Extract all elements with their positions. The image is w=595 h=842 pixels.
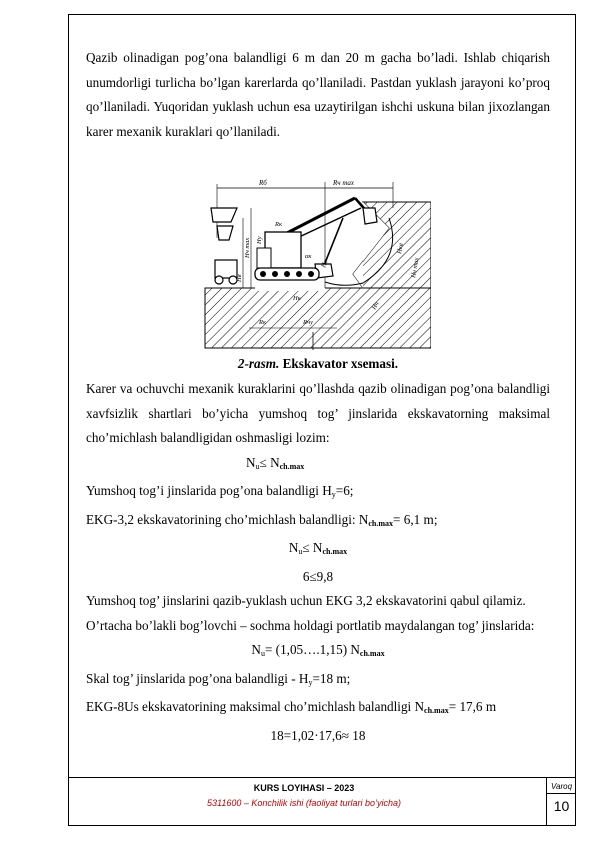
paragraph-2: Karer va ochuvchi mexanik kuraklarini qo’llashda qazib olinadigan pog’ona balandligi xavfsizlik shartlari bo’yicha yumshoq tog’ jinslarida ekskavatorning maksimal cho’michlash balandligidan oshmasligi lozim: bbox=[86, 381, 550, 445]
paragraph-4: O’rtacha bo’lakli bog’lovchi – sochma holdagi portlatib maydalangan tog’ jinslarida: bbox=[86, 617, 535, 633]
document-body bbox=[86, 46, 550, 144]
caption-title: Ekskavator xsemasi. bbox=[279, 356, 399, 371]
footer-subtitle: 5311600 – Konchilik ishi (faoliyat turlari bo’yicha) bbox=[207, 798, 401, 808]
label-h-ch-max: Hч max bbox=[244, 237, 251, 258]
label-a-k: αк bbox=[305, 253, 312, 260]
label-r-b: Rб bbox=[259, 179, 267, 187]
line-ekg-3-2: EKG-3,2 ekskavatorining cho’michlash balandligi: $N_{ch.max}= 6,1$ m; bbox=[86, 511, 438, 528]
label-h-k: Hк bbox=[293, 295, 301, 302]
figure-caption bbox=[86, 356, 550, 372]
line-hard-rock: Skal tog’ jinslarida pog’ona balandligi - $H_y=18$ m; bbox=[86, 670, 351, 687]
page-number-cell bbox=[546, 778, 576, 826]
label-r-k-top: Rк bbox=[275, 221, 283, 228]
page-label: Varoq bbox=[547, 781, 576, 794]
paragraph-3: Yumshoq tog’ jinslarini qazib-yuklash uchun EKG 3,2 ekskavatorini qabul qilamiz. bbox=[86, 593, 526, 608]
formula-5: 18=1,02·17,6≈ 18 bbox=[270, 727, 366, 743]
label-h-u: Hу bbox=[256, 236, 263, 244]
label-r-k: Rк bbox=[259, 319, 267, 326]
excavator-diagram bbox=[203, 178, 431, 350]
line-soft-rock: Yumshoq tog’i jinslarida pog’ona balandligi $H_y=6$; bbox=[86, 483, 354, 499]
footer bbox=[68, 777, 576, 826]
paragraph-1: Qazib olinadigan pog’ona balandligi 6 m dan 20 m gacha bo’ladi. Ishlab chiqarish unumdorligi turlicha bo’lgan karerlarda qo’llaniladi. Pastdan yuklash jarayoni ko’proq qo’llaniladi. Yuqoridan yuklash uchun esa uzaytirilgan ishchi uskuna bilan jixozlangan karer mexanik kuraklari qo’llaniladi. bbox=[86, 50, 550, 139]
label-h-c: Hс bbox=[320, 259, 330, 269]
label-h-kv: Hкв bbox=[396, 242, 405, 255]
caption-number: 2-rasm. bbox=[237, 356, 280, 371]
label-r-ch-max: Rч max bbox=[333, 179, 355, 187]
formula-4: $N_u=$ (1,05….1,15) $N_{ch.max}$ bbox=[251, 642, 385, 658]
label-r-ch-u: Rчу bbox=[303, 319, 313, 326]
label-h-ch: Hч bbox=[370, 300, 381, 311]
label-h-ch-max-right: Hч max bbox=[410, 257, 421, 279]
line-ekg-8us: EKG-8Us ekskavatorining maksimal cho’michlash balandligi $N_{ch.max}= 17,6$ m bbox=[86, 699, 497, 715]
formula-1: $N_u\le N_{ch.max}$ bbox=[246, 454, 305, 471]
formula-3: 6≤9,8 bbox=[302, 568, 334, 584]
formula-2: $N_u\le N_{ch.max}$ bbox=[288, 540, 348, 556]
document-body-2 bbox=[86, 377, 550, 748]
footer-title: KURS LOYIHASI – 2023 bbox=[253, 783, 355, 793]
label-h-b: Hв bbox=[236, 274, 243, 282]
page-number: 10 bbox=[553, 798, 570, 814]
